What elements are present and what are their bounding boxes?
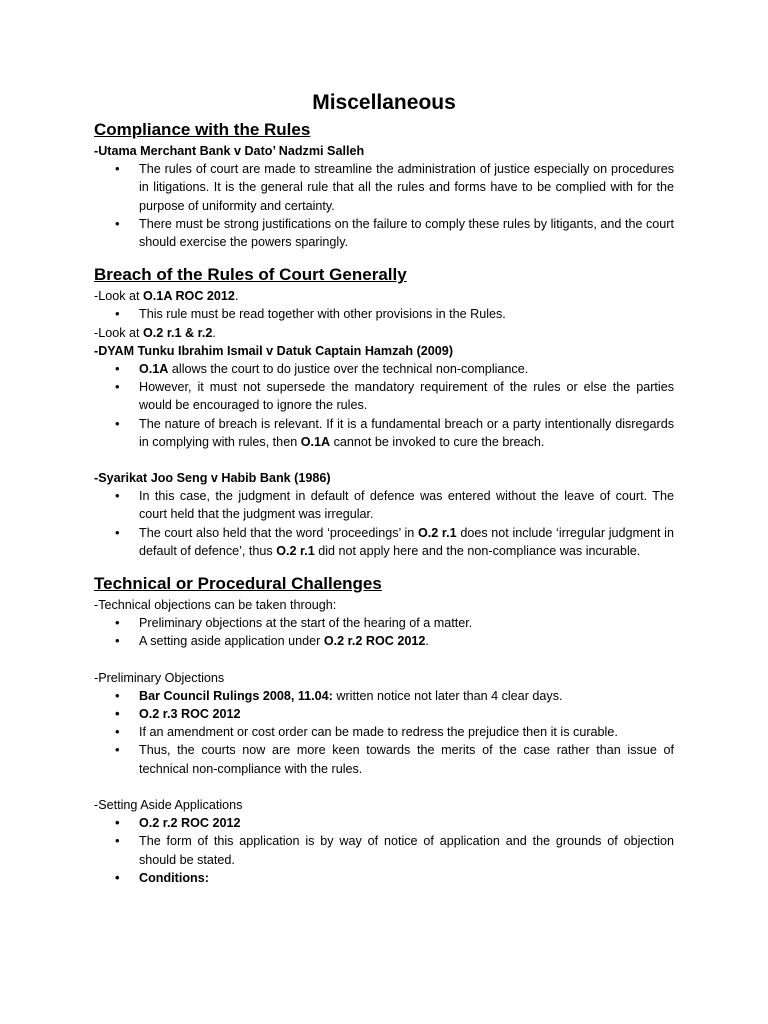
rule-reference: O.1A: [139, 362, 169, 377]
look-at-o1a: [94, 287, 674, 305]
text-run: .: [234, 289, 239, 304]
rule-reference: O.2 r.1: [417, 525, 457, 540]
rule-reference: O.2 r.1: [276, 543, 315, 558]
rule-reference: O.2 r.2 ROC 2012: [323, 634, 426, 649]
bullet-item: • There must be strong justifications on the failure to comply these rules by litigants, and the court should exercise the powers sparingly.: [139, 215, 674, 251]
case-syarikat-joo-seng: -Syarikat Joo Seng v Habib Bank (1986): [94, 471, 331, 486]
bullet-item: • O.2 r.2 ROC 2012: [139, 814, 674, 832]
look-at-o2: [94, 324, 674, 342]
bullet-item: • Preliminary objections at the start of the hearing of a matter.: [139, 614, 674, 632]
text-run: The nature of breach is relevant. If it is a fundamental breach or a party intentionally disregards in complying with rules, then: [139, 416, 674, 449]
case-dyam-tunku: -DYAM Tunku Ibrahim Ismail v Datuk Captain Hamzah (2009): [94, 343, 454, 358]
bullet-item: • Conditions:: [139, 869, 674, 887]
text-run: written notice not later than 4 clear days.: [332, 688, 563, 703]
text-run: -Look at: [94, 289, 144, 304]
text-run: .: [212, 325, 216, 340]
bullet-item: • However, it must not supersede the mandatory requirement of the rules or else the parties would be encouraged to ignore the rules.: [139, 378, 674, 414]
text-run: did not apply here and the non-compliance was incurable.: [314, 543, 641, 558]
rule-reference: O.1A ROC 2012: [143, 289, 235, 304]
bullet-item: [139, 524, 674, 560]
text-run: allows the court to do justice over the technical non-compliance.: [168, 362, 529, 377]
bullet-list-dyam: [94, 360, 674, 451]
bullet-list-setting-aside: [94, 814, 674, 887]
technical-intro: -Technical objections can be taken through:: [94, 598, 337, 613]
text-run: The court also held that the word ‘proceedings’ in: [139, 525, 418, 540]
bullet-list-compliance: [94, 160, 674, 251]
text-run: .: [425, 634, 429, 649]
rule-reference: O.2 r.1 & r.2: [143, 325, 213, 340]
bullet-item: • If an amendment or cost order can be made to redress the prejudice then it is curable.: [139, 723, 674, 741]
bullet-item: • In this case, the judgment in default of defence was entered without the leave of court. The court held that the judgment was irregular.: [139, 487, 674, 523]
case-utama-merchant-bank: -Utama Merchant Bank v Dato’ Nadzmi Salleh: [94, 144, 365, 158]
bullet-item: • The form of this application is by way of notice of application and the grounds of objection should be stated.: [139, 832, 674, 868]
bullet-item: [139, 360, 674, 378]
rule-reference: O.1A: [300, 434, 331, 449]
page-title: Miscellaneous: [312, 91, 456, 114]
section-heading-breach: Breach of the Rules of Court Generally: [94, 265, 407, 285]
text-run: -Look at: [94, 325, 144, 340]
section-heading-compliance: Compliance with the Rules: [94, 120, 311, 139]
text-run: does not include ‘irregular judgment in default of defence’, thus: [139, 525, 674, 558]
bullet-item: [139, 687, 674, 705]
bullet-list-joo-seng: [94, 487, 674, 560]
bullet-list-technical: [94, 614, 674, 650]
bullet-item: [139, 632, 674, 650]
bullet-item: [139, 415, 674, 451]
bullet-list-o1a: [94, 305, 674, 323]
text-run: A setting aside application under: [139, 634, 324, 649]
document-page: [94, 88, 674, 887]
section-heading-technical: Technical or Procedural Challenges: [94, 574, 382, 594]
bullet-item: • Thus, the courts now are more keen towards the merits of the case rather than issue of technical non-compliance with the rules.: [139, 741, 674, 777]
bullet-item: • The rules of court are made to streamline the administration of justice especially on procedures in litigations. It is the general rule that all the rules and forms have to be complied with for the purpose of uniformity and certainty.: [139, 160, 674, 215]
bullet-item: • O.2 r.3 ROC 2012: [139, 705, 674, 723]
bullet-item: • This rule must be read together with other provisions in the Rules.: [139, 305, 674, 323]
preliminary-objections-label: -Preliminary Objections: [94, 670, 225, 685]
rule-reference: Bar Council Rulings 2008, 11.04:: [139, 688, 333, 703]
bullet-list-preliminary: [94, 687, 674, 778]
text-run: cannot be invoked to cure the breach.: [330, 434, 545, 449]
setting-aside-label: -Setting Aside Applications: [94, 797, 243, 812]
